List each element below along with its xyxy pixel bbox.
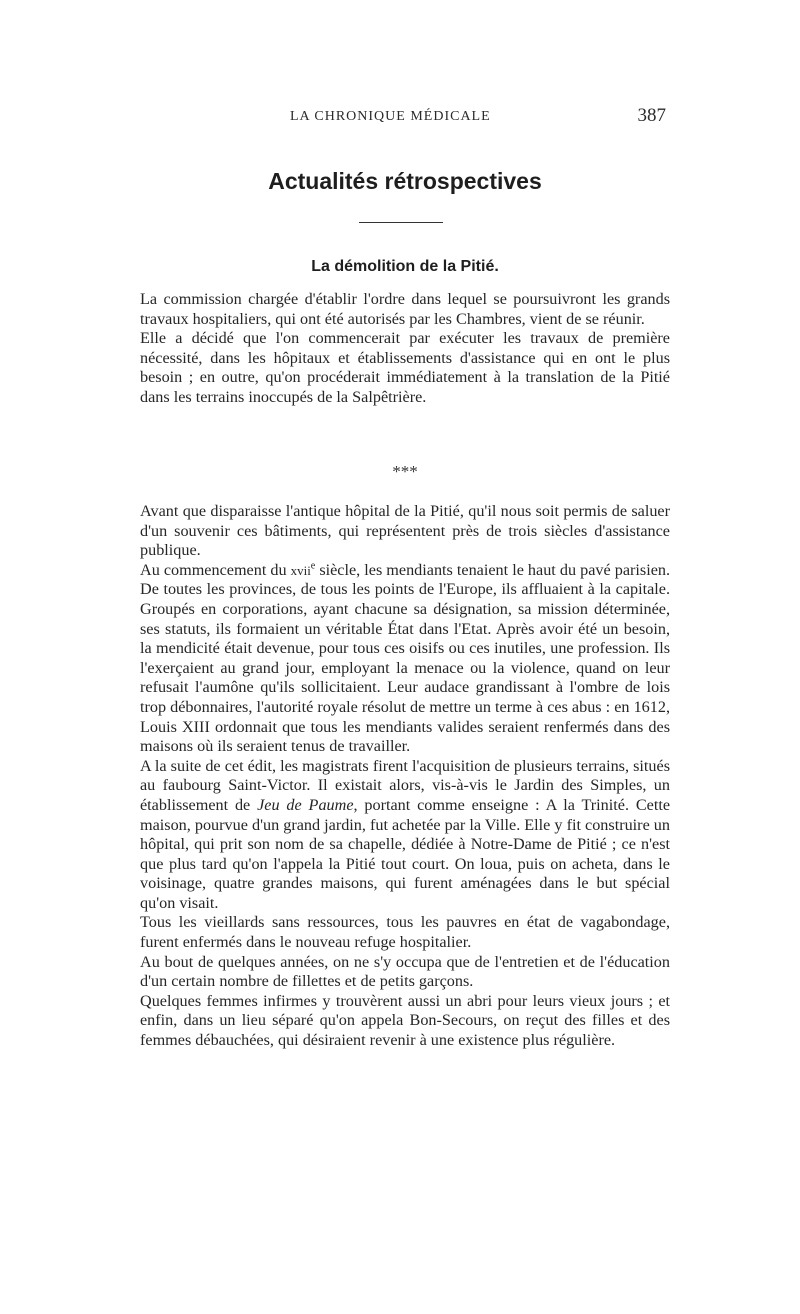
paragraph: Quelques femmes infirmes y trouvèrent aussi un abri pour leurs vieux jours ; et enfin, dans un lieu séparé qu'on appela Bon-Secours, on reçut des filles et des femmes débauchées, qui désiraient revenir à une existence plus régulière. [140, 991, 670, 1050]
century-superscript: e [310, 560, 316, 572]
paragraph: Tous les vieillards sans ressources, tous les pauvres en état de vagabondage, furent enfermés dans le nouveau refuge hospitalier. [140, 913, 670, 952]
page-number: 387 [637, 105, 666, 126]
paragraph: Elle a décidé que l'on commencerait par exécuter les travaux de première nécessité, dans les hôpitaux et établissements d'assistance qui en ont le plus besoin ; en outre, qu'on procéderait immédiatement à la translation de la Pitié dans les terrains inoccupés de la Salpêtrière. [140, 329, 670, 406]
paragraph [140, 757, 670, 914]
paragraph-text: A la suite de cet édit, les magistrats firent l'acquisition de plusieurs terrains, situés au faubourg Saint-Victor. Il existait alors, vis-à-vis le Jardin des Simples, un établissement de [140, 756, 670, 814]
century-numeral: xvii [290, 562, 311, 578]
paragraph-text: , portant comme enseigne : A la Trinité. Cette maison, pourvue d'un grand jardin, fut achetée par la Ville. Elle y fit construire un hôpital, qui prit son nom de sa chapelle, dédiée à Notre-Dame de Pitié ; ce n'est que plus tard qu'on l'appela la Pitié tout court. On loua, puis on acheta, dans le voisinage, quatre grandes maisons, qui furent aménagées dans le but spécial qu'on visait. [140, 795, 671, 912]
running-header [140, 107, 670, 131]
title-divider [359, 222, 443, 223]
article-part-2 [140, 502, 670, 1051]
article-title: La démolition de la Pitié. [311, 258, 499, 275]
paragraph [140, 561, 670, 757]
paragraph: Avant que disparaisse l'antique hôpital de la Pitié, qu'il nous soit permis de saluer d'un souvenir ces bâtiments, qui représentent près de trois siècles d'assistance publique. [140, 502, 670, 560]
journal-title: LA CHRONIQUE MÉDICALE [290, 109, 491, 124]
section-title: Actualités rétrospectives [268, 168, 542, 194]
paragraph-text: siècle, les mendiants tenaient le haut du pavé parisien. De toutes les provinces, de tous les points de l'Europe, ils affluaient à la capitale. Groupés en corporations, ayant chacune sa désignation, sa mission déterminée, ses statuts, ils formaient un véritable État dans l'Etat. Après avoir été un besoin, la mendicité était devenue, pour tous ces oisifs ou ces inutiles, une profession. Ils l'exerçaient au grand jour, employant la menace ou la violence, quand on leur refusait l'aumône qu'ils sollicitaient. Leur audace grandissant à l'ombre de lois trop débonnaires, l'autorité royale résolut de mettre un terme à ces abus : en 1612, Louis XIII ordonnait que tous les mendiants valides seraient renfermés dans des maisons où ils seraient tenus de travailler. [140, 560, 671, 756]
paragraph-text: Au commencement du [140, 560, 287, 579]
paragraph: La commission chargée d'établir l'ordre dans lequel se poursuivront les grands travaux hospitaliers, qui ont été autorisés par les Chambres, vient de se réunir. [140, 290, 670, 328]
asterism-separator: *** [392, 462, 418, 481]
italic-term: Jeu de Paume [257, 795, 354, 814]
article-part-1 [140, 290, 670, 408]
paragraph: Au bout de quelques années, on ne s'y occupa que de l'entretien et de l'éducation d'un certain nombre de fillettes et de petits garçons. [140, 952, 670, 991]
